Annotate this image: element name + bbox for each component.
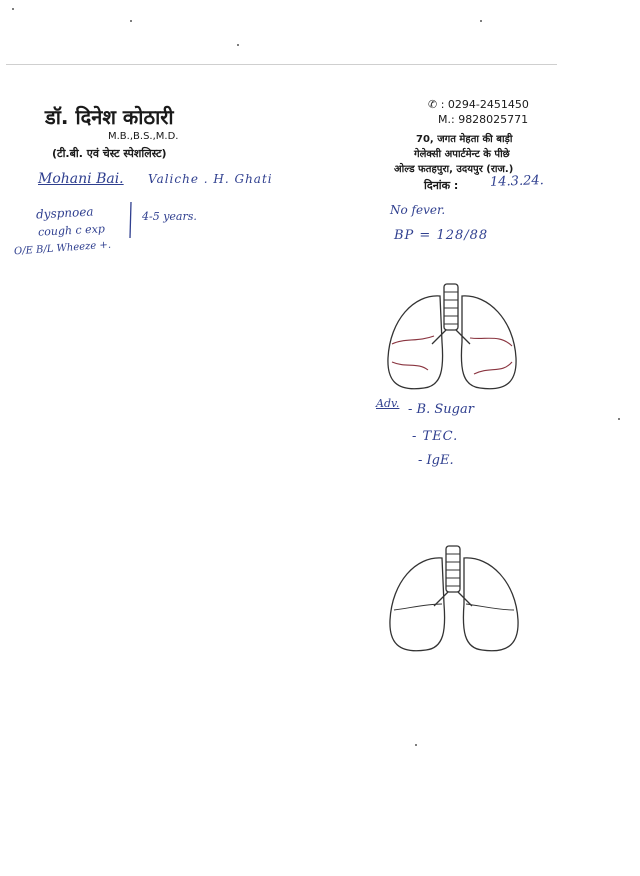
advice-label: Adv. xyxy=(376,397,400,410)
visit-date: 14.3.24. xyxy=(489,173,545,190)
lungs-diagram-annotated xyxy=(384,282,520,394)
paper-speck xyxy=(130,20,132,22)
advice-item-ige: - IgE. xyxy=(418,453,454,468)
doctor-name: डॉ. दिनेश कोठारी xyxy=(45,105,174,129)
address-line-3: ओल्ड फतहपुरा, उदयपुर (राज.) xyxy=(394,164,514,175)
advice-item-sugar: - B. Sugar xyxy=(408,402,474,417)
mobile-number: M.: 9828025771 xyxy=(438,113,529,126)
address-line-2: गेलेक्सी अपार्टमेन्ट के पीछे xyxy=(414,149,510,160)
advice-item-tec: - TEC. xyxy=(412,429,459,444)
complaint-bracket xyxy=(125,200,135,240)
fever-note: No fever. xyxy=(390,203,446,217)
date-label: दिनांक : xyxy=(424,179,459,192)
paper-speck xyxy=(237,44,239,46)
patient-name: Mohani Bai. xyxy=(38,171,124,187)
paper-speck xyxy=(480,20,482,22)
doctor-specialty: (टी.बी. एवं चेस्ट स्पेशलिस्ट) xyxy=(52,147,167,160)
patient-details: Valiche . H. Ghati xyxy=(148,172,273,186)
complaint-dyspnoea: dyspnoea xyxy=(35,204,94,222)
paper-speck xyxy=(415,744,417,746)
doctor-degree: M.B.,B.S.,M.D. xyxy=(108,131,179,142)
complaint-cough: cough c exp xyxy=(37,222,106,239)
paper-speck xyxy=(618,418,620,420)
examination-finding: O/E B/L Wheeze +. xyxy=(13,239,112,258)
lungs-diagram-blank xyxy=(386,544,522,656)
complaint-duration: 4-5 years. xyxy=(142,210,197,223)
paper-speck xyxy=(12,8,14,10)
phone-number: ✆ : 0294-2451450 xyxy=(428,98,529,111)
address-line-1: 70, जगत मेहता की बाड़ी xyxy=(416,134,513,145)
blood-pressure: BP = 128/88 xyxy=(394,228,489,243)
